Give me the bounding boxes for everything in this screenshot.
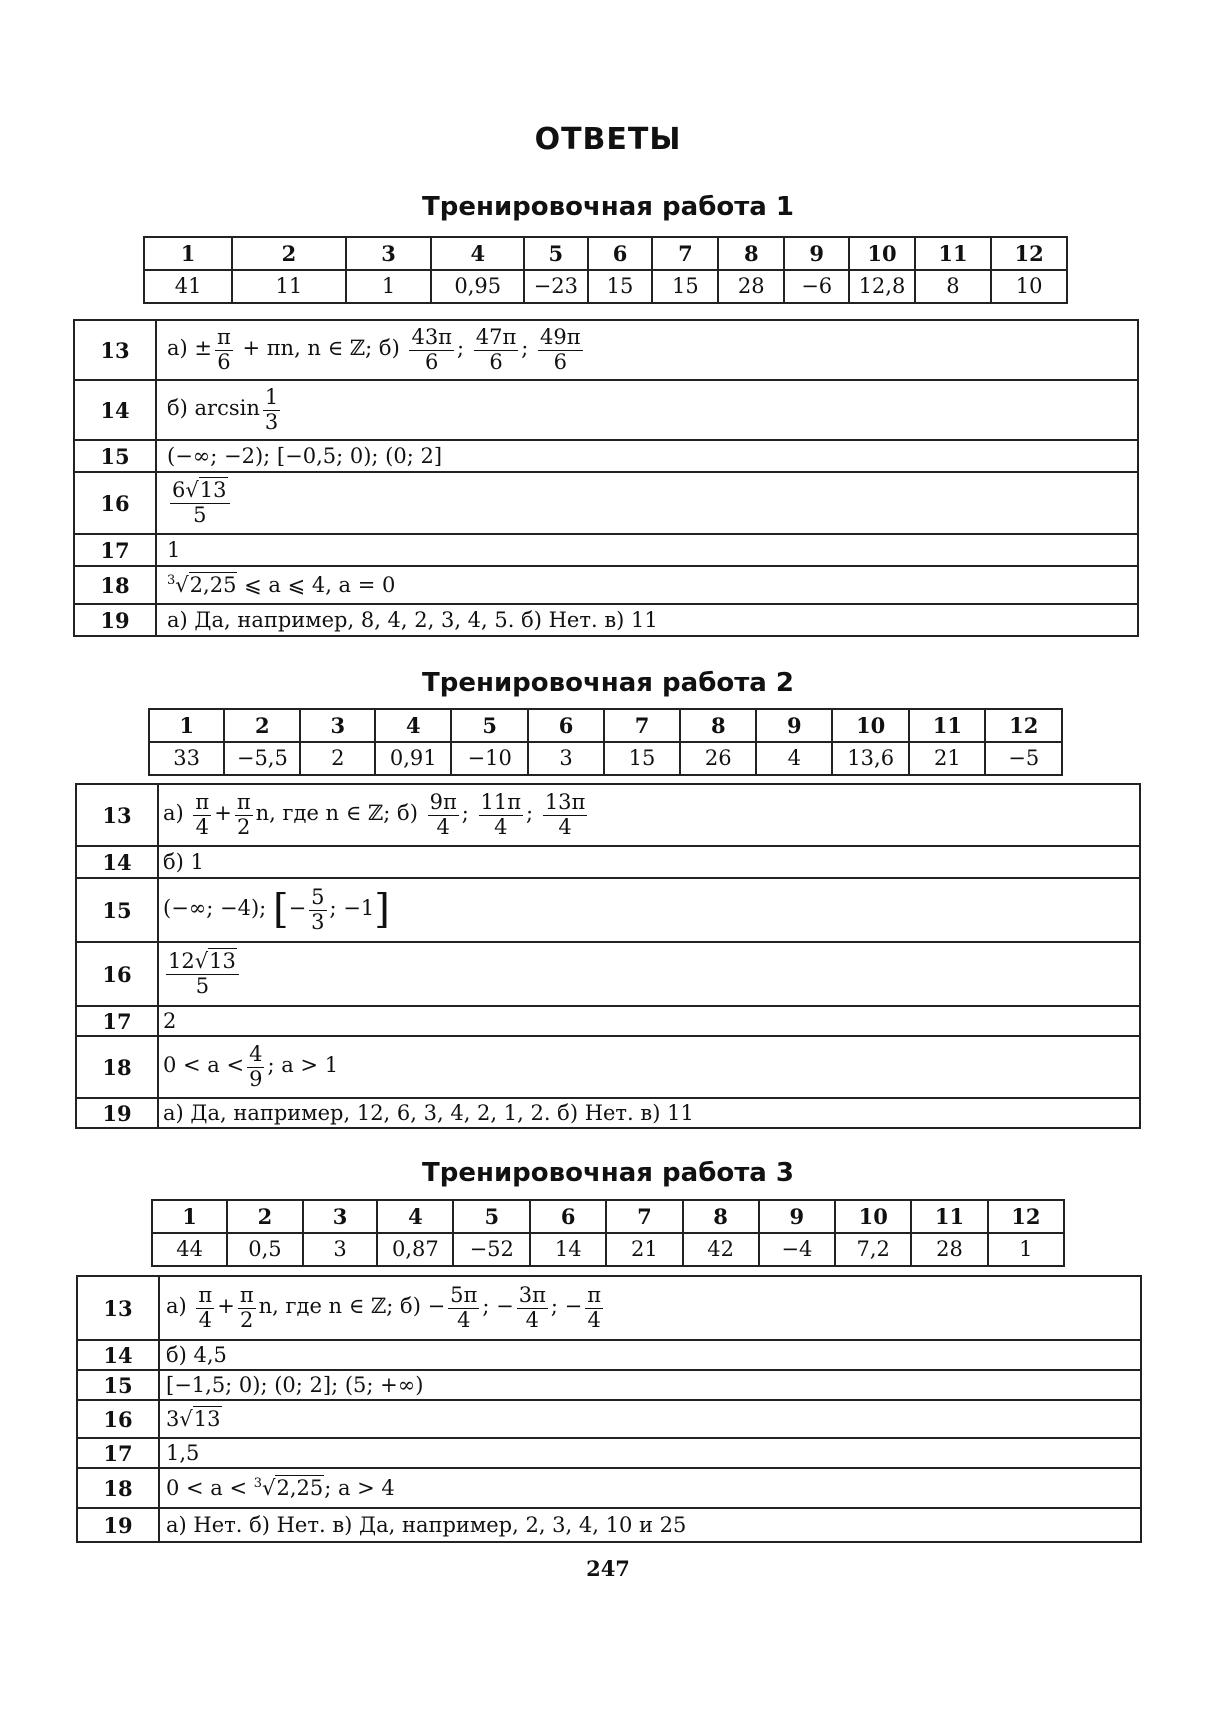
- answer-value: −23: [524, 270, 587, 303]
- answer-value: 41: [144, 270, 232, 303]
- answer-17: 1: [156, 534, 1138, 566]
- answer-15: [−1,5; 0); (0; 2]; (5; +∞): [159, 1370, 1141, 1400]
- answer-16: [156, 472, 1138, 534]
- answer-value: 0,91: [375, 742, 451, 775]
- answer-text: (−∞; −4);: [163, 896, 267, 921]
- answer-value: 12,8: [849, 270, 914, 303]
- fraction: $\frac{43\pi}{6}$: [411, 325, 452, 374]
- radicand: 13: [193, 1407, 221, 1431]
- answer-value: 7,2: [835, 1233, 911, 1266]
- task-number: 8: [683, 1200, 759, 1233]
- task-number: 1: [152, 1200, 227, 1233]
- answer-value: 13,6: [832, 742, 909, 775]
- fraction: $\frac{11\pi}{4}$: [480, 790, 522, 839]
- answer-text: n, где n ∈ ℤ; б) −: [258, 1294, 446, 1319]
- task-number: 15: [77, 1370, 159, 1400]
- work-2-title: Тренировочная работа 2: [422, 668, 794, 698]
- task-number: 11: [911, 1200, 987, 1233]
- task-number: 5: [524, 237, 587, 270]
- task-number: 18: [76, 1036, 158, 1098]
- long-answer-row: [74, 380, 1138, 440]
- answer-value: −5,5: [224, 742, 300, 775]
- task-number: 6: [588, 237, 653, 270]
- answer-value: 4: [756, 742, 832, 775]
- answer-value: 28: [718, 270, 784, 303]
- fraction: $\frac{49\pi}{6}$: [540, 325, 581, 374]
- work-3-short-answers-table: [151, 1199, 1065, 1267]
- answer-value: −52: [453, 1233, 530, 1266]
- short-header-row: [144, 237, 1067, 270]
- answer-value: 1: [346, 270, 432, 303]
- task-number: 4: [375, 709, 451, 742]
- answer-18: 0 < a < $^3$√2,25; a > 4: [159, 1468, 1141, 1508]
- answer-value: 10: [991, 270, 1067, 303]
- task-number: 7: [604, 709, 680, 742]
- task-number: 11: [909, 709, 985, 742]
- root-index: 3: [167, 573, 176, 588]
- answer-value: 28: [911, 1233, 987, 1266]
- task-number: 3: [303, 1200, 378, 1233]
- work-1-long-answers-table: [73, 319, 1139, 637]
- task-number: 2: [227, 1200, 302, 1233]
- task-number: 3: [300, 709, 375, 742]
- task-number: 13: [74, 320, 156, 380]
- task-number: 10: [832, 709, 909, 742]
- long-answer-row: [76, 1036, 1140, 1098]
- task-number: 3: [346, 237, 432, 270]
- right-bracket: ]: [374, 887, 390, 933]
- short-answer-row: [149, 742, 1062, 775]
- answer-16: 3√13: [159, 1400, 1141, 1438]
- answer-value: 42: [683, 1233, 759, 1266]
- task-number: 16: [76, 942, 158, 1006]
- work-1-short-answers-table: [143, 236, 1068, 304]
- answer-19: а) Да, например, 8, 4, 2, 3, 4, 5. б) Нет. в) 11: [156, 604, 1138, 636]
- task-number: 4: [377, 1200, 453, 1233]
- operator: −: [288, 896, 307, 921]
- answer-text: ; a > 4: [324, 1476, 395, 1500]
- task-number: 12: [985, 709, 1062, 742]
- answer-value: −5: [985, 742, 1062, 775]
- answer-16: [158, 942, 1140, 1006]
- task-number: 17: [74, 534, 156, 566]
- long-answer-row: [77, 1400, 1141, 1438]
- task-number: 7: [606, 1200, 682, 1233]
- root-index: 3: [253, 1476, 263, 1491]
- answer-value: 8: [915, 270, 992, 303]
- operator: +: [214, 801, 232, 826]
- fraction: $\frac{4}{9}$: [249, 1042, 263, 1091]
- work-3-title: Тренировочная работа 3: [422, 1158, 794, 1188]
- task-number: 19: [74, 604, 156, 636]
- answer-value: −6: [784, 270, 849, 303]
- task-number: 9: [759, 1200, 835, 1233]
- fraction: $\frac{\pi}{2}$: [236, 790, 251, 839]
- task-number: 7: [652, 237, 718, 270]
- answer-19: а) Нет. б) Нет. в) Да, например, 2, 3, 4, 10 и 25: [159, 1508, 1141, 1542]
- separator: ;: [526, 801, 534, 826]
- radicand: 2,25: [189, 573, 237, 597]
- answer-text: ; −1: [329, 896, 375, 921]
- task-number: 9: [784, 237, 849, 270]
- answer-value: 3: [303, 1233, 378, 1266]
- work-3-long-answers-table: [76, 1275, 1142, 1543]
- answer-value: 2: [300, 742, 375, 775]
- separator: ; −: [550, 1294, 583, 1319]
- task-number: 18: [77, 1468, 159, 1508]
- task-number: 12: [988, 1200, 1064, 1233]
- coefficient: 3: [166, 1407, 180, 1431]
- answer-value: 1: [988, 1233, 1064, 1266]
- long-answer-row: [77, 1370, 1141, 1400]
- task-number: 10: [835, 1200, 911, 1233]
- answer-text: n, где n ∈ ℤ; б): [255, 801, 418, 826]
- fraction: $\frac{\pi}{2}$: [239, 1283, 254, 1332]
- long-answer-row: [74, 440, 1138, 472]
- answer-13: [159, 1276, 1141, 1340]
- task-number: 14: [76, 846, 158, 878]
- long-answer-row: [77, 1276, 1141, 1340]
- short-answer-row: [152, 1233, 1064, 1266]
- task-number: 12: [991, 237, 1067, 270]
- answer-value: −10: [451, 742, 528, 775]
- left-bracket: [: [272, 887, 289, 933]
- work-2-short-answers-table: [148, 708, 1063, 776]
- short-header-row: [152, 1200, 1064, 1233]
- fraction: $\frac{\pi}{4}$: [198, 1283, 213, 1332]
- task-number: 14: [74, 380, 156, 440]
- answer-18: $^3$√2,25 ⩽ a ⩽ 4, a = 0: [156, 566, 1138, 604]
- fraction: $\frac{13\pi}{4}$: [544, 790, 586, 839]
- answer-text: а) ±: [167, 336, 212, 361]
- fraction: $\frac{6√13}{5}$: [170, 479, 230, 526]
- answer-19: а) Да, например, 12, 6, 3, 4, 2, 1, 2. б) Нет. в) 11: [158, 1098, 1140, 1128]
- long-answer-row: [76, 878, 1140, 942]
- task-number: 4: [431, 237, 524, 270]
- page-number: 247: [586, 1556, 630, 1581]
- answer-17: 2: [158, 1006, 1140, 1036]
- answer-text: + πn, n ∈ ℤ; б): [235, 336, 400, 361]
- long-answer-row: [76, 1006, 1140, 1036]
- task-number: 17: [76, 1006, 158, 1036]
- operator: +: [217, 1294, 235, 1319]
- answer-value: 15: [604, 742, 680, 775]
- answer-value: 33: [149, 742, 224, 775]
- answer-text: а): [166, 1294, 187, 1319]
- answer-value: 0,87: [377, 1233, 453, 1266]
- task-number: 6: [528, 709, 604, 742]
- answer-text: 0 < a <: [166, 1476, 254, 1500]
- task-number: 11: [915, 237, 992, 270]
- task-number: 17: [77, 1438, 159, 1468]
- separator: ;: [456, 336, 465, 361]
- long-answer-row: [76, 846, 1140, 878]
- task-number: 13: [76, 784, 158, 846]
- task-number: 15: [76, 878, 158, 942]
- answer-value: 15: [652, 270, 718, 303]
- answer-14: б) 4,5: [159, 1340, 1141, 1370]
- answer-text: ; a > 1: [267, 1053, 339, 1078]
- fraction: $\frac{12√13}{5}$: [166, 950, 239, 997]
- work-1-title: Тренировочная работа 1: [422, 192, 794, 222]
- separator: ;: [461, 801, 469, 826]
- answer-value: 26: [680, 742, 756, 775]
- long-answer-row: [76, 784, 1140, 846]
- long-answer-row: [77, 1508, 1141, 1542]
- fraction: $\frac{5}{3}$: [311, 885, 325, 934]
- answer-13: [158, 784, 1140, 846]
- task-number: 18: [74, 566, 156, 604]
- long-answer-row: [74, 534, 1138, 566]
- task-number: 16: [74, 472, 156, 534]
- task-number: 14: [77, 1340, 159, 1370]
- answer-value: 21: [606, 1233, 682, 1266]
- long-answer-row: [77, 1468, 1141, 1508]
- answer-14: [156, 380, 1138, 440]
- long-answer-row: [74, 320, 1138, 380]
- answer-value: −4: [759, 1233, 835, 1266]
- long-answer-row: [74, 566, 1138, 604]
- short-header-row: [149, 709, 1062, 742]
- task-number: 8: [680, 709, 756, 742]
- answer-15: (−∞; −2); [−0,5; 0); (0; 2]: [156, 440, 1138, 472]
- answer-text: ⩽ a ⩽ 4, a = 0: [237, 573, 396, 597]
- answer-14: б) 1: [158, 846, 1140, 878]
- task-number: 10: [849, 237, 914, 270]
- answer-value: 15: [588, 270, 653, 303]
- fraction: $\frac{47\pi}{6}$: [475, 325, 517, 374]
- radicand: 2,25: [276, 1476, 324, 1500]
- long-answer-row: [74, 472, 1138, 534]
- long-answer-row: [76, 942, 1140, 1006]
- answer-value: 3: [528, 742, 604, 775]
- task-number: 16: [77, 1400, 159, 1438]
- fraction: $\frac{\pi}{4}$: [587, 1283, 602, 1332]
- task-number: 2: [232, 237, 345, 270]
- answer-value: 0,5: [227, 1233, 302, 1266]
- task-number: 8: [718, 237, 784, 270]
- task-number: 19: [76, 1098, 158, 1128]
- task-number: 5: [453, 1200, 530, 1233]
- answer-value: 21: [909, 742, 985, 775]
- answer-text: б) arcsin: [167, 396, 260, 421]
- fraction: $\frac{9\pi}{4}$: [429, 790, 457, 839]
- answer-15: [158, 878, 1140, 942]
- task-number: 1: [149, 709, 224, 742]
- task-number: 6: [530, 1200, 606, 1233]
- long-answer-row: [76, 1098, 1140, 1128]
- task-number: 9: [756, 709, 832, 742]
- long-answer-row: [77, 1340, 1141, 1370]
- separator: ;: [521, 336, 529, 361]
- work-2-long-answers-table: [75, 783, 1141, 1129]
- fraction: $\frac{\pi}{4}$: [195, 790, 210, 839]
- separator: ; −: [482, 1294, 514, 1319]
- task-number: 2: [224, 709, 300, 742]
- answer-text: 0 < a <: [163, 1053, 245, 1078]
- long-answer-row: [74, 604, 1138, 636]
- answer-13: [156, 320, 1138, 380]
- fraction: $\frac{\pi}{6}$: [216, 325, 231, 374]
- short-answer-row: [144, 270, 1067, 303]
- task-number: 13: [77, 1276, 159, 1340]
- fraction: $\frac{5\pi}{4}$: [450, 1283, 478, 1332]
- task-number: 15: [74, 440, 156, 472]
- task-number: 1: [144, 237, 232, 270]
- answer-17: 1,5: [159, 1438, 1141, 1468]
- answer-value: 44: [152, 1233, 227, 1266]
- answer-value: 0,95: [431, 270, 524, 303]
- answer-18: [158, 1036, 1140, 1098]
- fraction: $\frac{1}{3}$: [264, 385, 279, 434]
- answer-value: 14: [530, 1233, 606, 1266]
- answer-value: 11: [232, 270, 345, 303]
- answer-text: а): [163, 801, 184, 826]
- fraction: $\frac{3\pi}{4}$: [518, 1283, 546, 1332]
- task-number: 19: [77, 1508, 159, 1542]
- page-title: ОТВЕТЫ: [534, 122, 682, 157]
- task-number: 5: [451, 709, 528, 742]
- long-answer-row: [77, 1438, 1141, 1468]
